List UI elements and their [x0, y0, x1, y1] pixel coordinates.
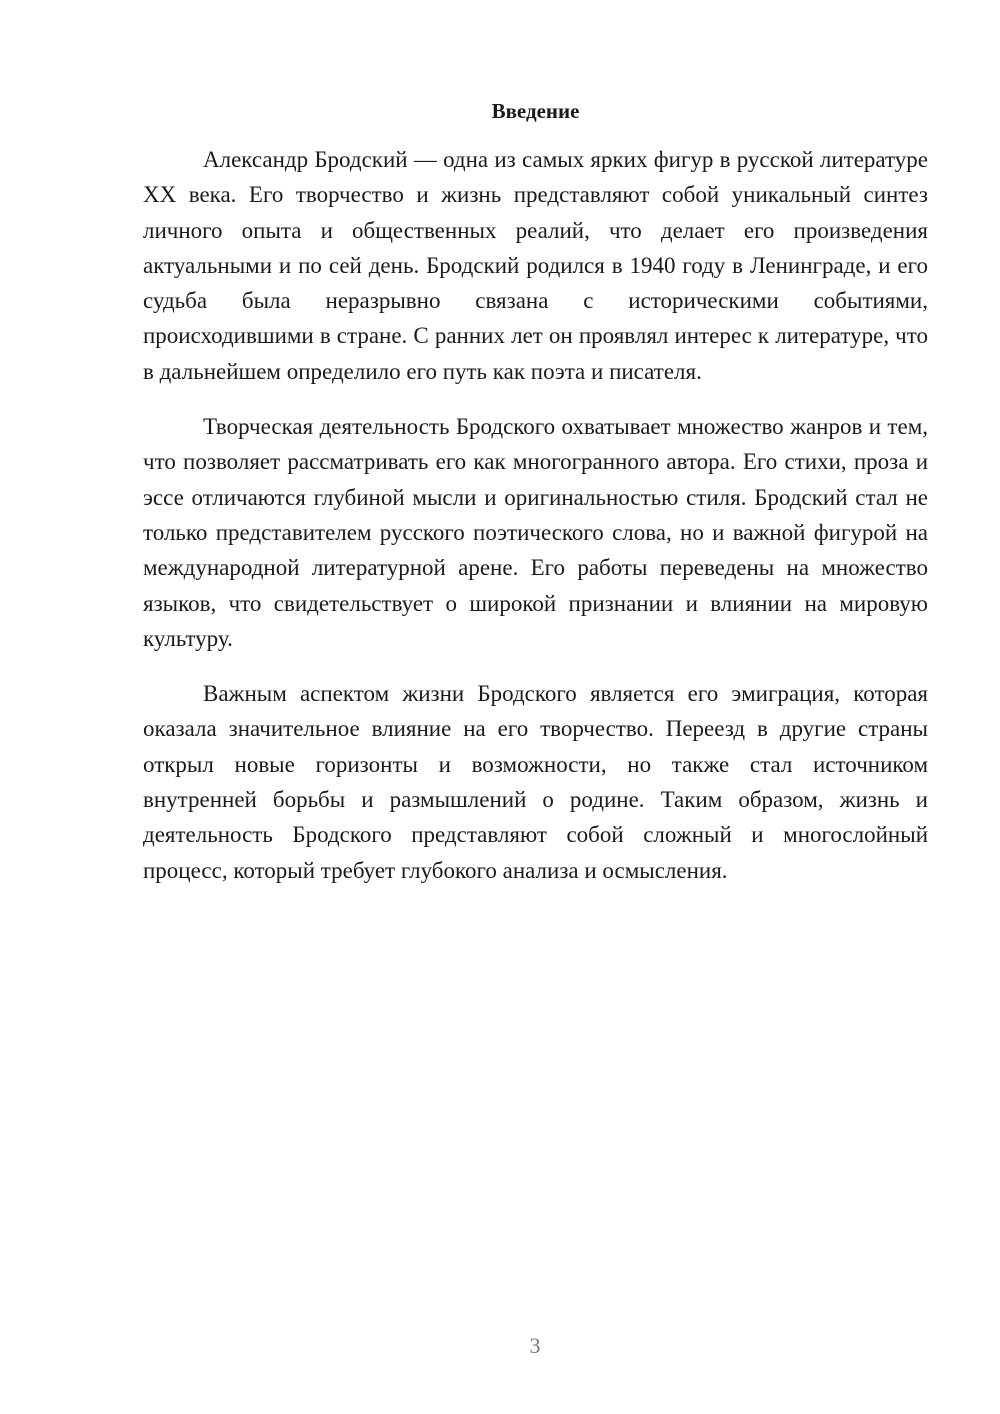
page-number: 3: [529, 1333, 541, 1358]
section-heading: Введение: [491, 99, 580, 123]
body-text: [143, 142, 928, 908]
paragraph-2: Творческая деятельность Бродского охватывает множество жанров и тем, что позволяет рассматривать его как многогранного автора. Его стихи, проза и эссе отличаются глубиной мысли и оригинальностью стиля. Бродский стал не только представителем русского поэтического слова, но и важной фигурой на международной литературной арене. Его работы переведены на множество языков, что свидетельствует о широкой признании и влиянии на мировую культуру.: [143, 414, 928, 651]
paragraph-1: Александр Бродский — одна из самых ярких фигур в русской литературе XX века. Его творчество и жизнь представляют собой уникальный синтез личного опыта и общественных реалий, что делает его произведения актуальными и по сей день. Бродский родился в 1940 году в Ленинграде, и его судьба была неразрывно связана с историческими событиями, происходившими в стране. С ранних лет он проявлял интерес к литературе, что в дальнейшем определило его путь как поэта и писателя.: [143, 147, 928, 384]
paragraph-3: Важным аспектом жизни Бродского является его эмиграция, которая оказала значительное влияние на его творчество. Переезд в другие страны открыл новые горизонты и возможности, но также стал источником внутренней борьбы и размышлений о родине. Таким образом, жизнь и деятельность Бродского представляют собой сложный и многослойный процесс, который требует глубокого анализа и осмысления.: [143, 681, 928, 883]
